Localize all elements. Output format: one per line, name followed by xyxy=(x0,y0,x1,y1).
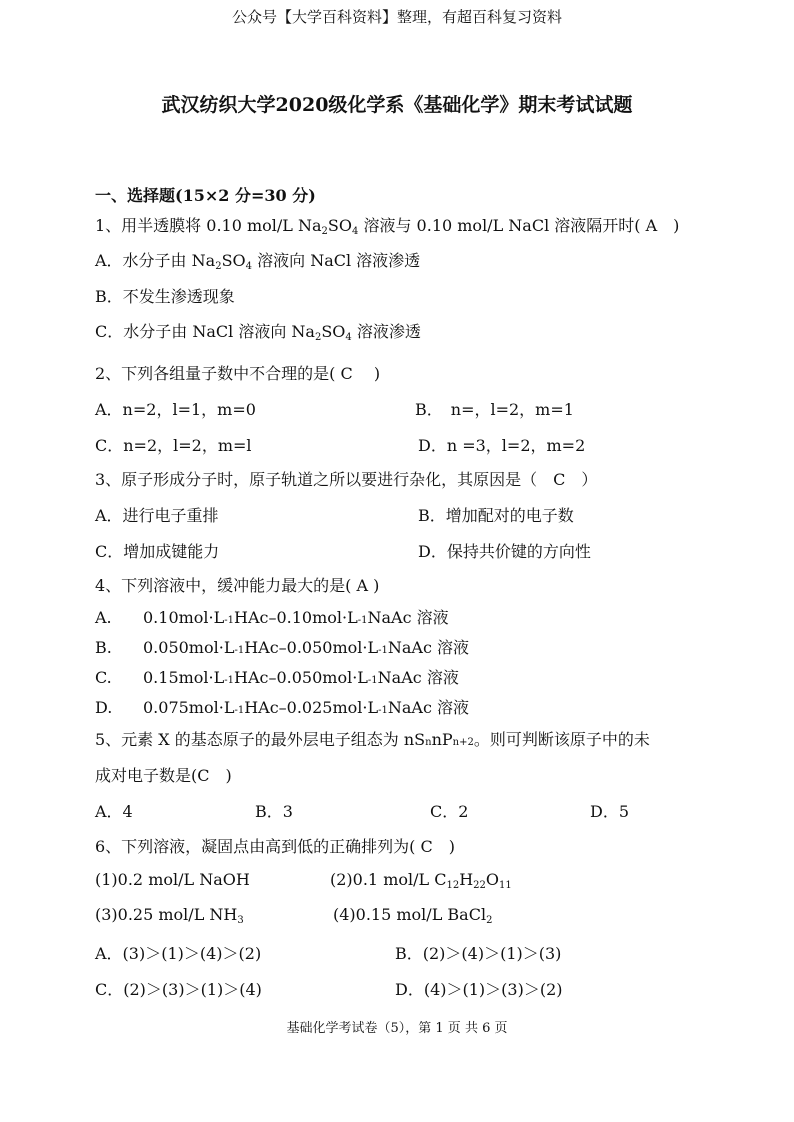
q1-opt-part: SO xyxy=(321,322,346,341)
q2-option-d: D．n =3，l=2，m=2 xyxy=(418,436,586,455)
q5-stem-sup: n+2 xyxy=(452,737,474,748)
q5-option-c: C．2 xyxy=(430,802,469,821)
section-title: 一、选择题(15×2 分=30 分) xyxy=(95,186,316,205)
q6-sol-sub: 22 xyxy=(473,880,486,891)
q4-opt-label: B. xyxy=(95,638,112,657)
q4-opt-label: C. xyxy=(95,668,112,687)
q4-opt-sup: -1 xyxy=(367,675,378,686)
q1-stem-part: SO xyxy=(327,216,352,235)
q6-sol-sub: 11 xyxy=(499,880,512,891)
q1-option-c xyxy=(95,319,421,342)
q4-stem: 4、下列溶液中，缓冲能力最大的是( A ) xyxy=(95,576,380,595)
q4-opt-label: A. xyxy=(95,608,112,627)
q4-opt-part: NaAc 溶液 xyxy=(387,698,469,717)
q4-opt-sup: -1 xyxy=(378,645,388,656)
q1-option-a xyxy=(95,248,420,271)
q3-stem: 3、原子形成分子时，原子轨道之所以要进行杂化，其原因是（ C ） xyxy=(95,470,598,489)
q6-sol-sub: 3 xyxy=(237,915,244,926)
q6-solution-2 xyxy=(330,870,512,889)
q1-opt-part: 溶液渗透 xyxy=(351,322,421,341)
q1-stem-part: 1、用半透膜将 0.10 mol/L Na xyxy=(95,216,322,235)
q6-sol-part: (4)0.15 mol/L BaCl xyxy=(333,905,487,924)
q4-opt-sup: -1 xyxy=(224,615,235,626)
q4-opt-part: HAc–0.10mol·L xyxy=(234,608,358,627)
q4-opt-part: 0.075mol·L xyxy=(143,698,235,717)
q6-sol-part: (3)0.25 mol/L NH xyxy=(95,905,238,924)
q4-opt-sup: -1 xyxy=(234,645,245,656)
q6-solution-3 xyxy=(95,905,244,924)
page-header: 公众号【大学百科资料】整理，有超百科复习资料 xyxy=(231,8,562,26)
q6-option-a: A．(3)＞(1)＞(4)＞(2) xyxy=(95,944,262,963)
q1-opt-part: C．水分子由 NaCl 溶液向 Na xyxy=(95,322,315,341)
q4-opt-part: 0.10mol·L xyxy=(143,608,225,627)
q1-opt-part: 溶液向 NaCl 溶液渗透 xyxy=(252,251,421,270)
q4-opt-part: HAc–0.025mol·L xyxy=(244,698,379,717)
q2-option-a: A．n=2，l=1，m=0 xyxy=(95,400,256,419)
q4-opt-part: 0.050mol·L xyxy=(143,638,235,657)
q2-option-c: C．n=2，l=2，m=l xyxy=(95,436,252,455)
q4-opt-sup: -1 xyxy=(357,615,368,626)
q1-opt-sub: 2 xyxy=(314,332,322,343)
q3-option-d: D．保持共价键的方向性 xyxy=(418,542,591,561)
q4-option-c xyxy=(95,665,459,688)
q4-opt-sup: -1 xyxy=(378,705,388,716)
q3-option-a: A．进行电子重排 xyxy=(95,506,219,525)
q4-opt-part: HAc–0.050mol·L xyxy=(234,668,368,687)
q1-opt-sub: 2 xyxy=(215,261,222,272)
q6-option-d: D．(4)＞(1)＞(3)＞(2) xyxy=(395,980,563,999)
q4-option-d xyxy=(95,695,469,718)
q2-option-b: B． n=，l=2，m=1 xyxy=(415,400,574,419)
q3-option-c: C．增加成键能力 xyxy=(95,542,220,561)
q1-stem-sub: 2 xyxy=(321,226,328,237)
q6-stem: 6、下列溶液，凝固点由高到低的正确排列为( C ) xyxy=(95,837,455,856)
q5-stem-part: 。则可判断该原子中的未 xyxy=(473,730,650,749)
q4-opt-part: HAc–0.050mol·L xyxy=(244,638,379,657)
q6-sol-sub: 2 xyxy=(486,915,493,926)
q6-sol-part: O xyxy=(485,870,500,889)
q1-stem xyxy=(95,213,679,236)
q5-stem-sup: n xyxy=(425,737,432,748)
q6-option-b: B．(2)＞(4)＞(1)＞(3) xyxy=(395,944,562,963)
q6-sol-sub: 12 xyxy=(446,880,460,891)
q4-option-a xyxy=(95,605,449,628)
q1-opt-sub: 4 xyxy=(345,332,352,343)
q4-opt-part: 0.15mol·L xyxy=(143,668,225,687)
q6-sol-part: H xyxy=(459,870,474,889)
q4-opt-part: NaAc 溶液 xyxy=(367,608,449,627)
q4-opt-label: D. xyxy=(95,698,113,717)
q4-opt-part: NaAc 溶液 xyxy=(377,668,459,687)
q5-stem-part: nP xyxy=(431,730,453,749)
q4-opt-sup: -1 xyxy=(234,705,245,716)
q1-opt-sub: 4 xyxy=(245,261,253,272)
q1-stem-part: 溶液与 0.10 mol/L NaCl 溶液隔开时( A ) xyxy=(358,216,680,235)
q5-option-d: D．5 xyxy=(590,802,630,821)
q5-option-a: A．4 xyxy=(95,802,133,821)
q5-stem xyxy=(95,727,650,750)
q1-opt-part: A．水分子由 Na xyxy=(95,251,216,270)
q4-option-b xyxy=(95,635,469,658)
q6-option-c: C．(2)＞(3)＞(1)＞(4) xyxy=(95,980,262,999)
q1-option-b: B．不发生渗透现象 xyxy=(95,287,235,306)
q5-stem-part: 5、元素 X 的基态原子的最外层电子组态为 nS xyxy=(95,730,426,749)
q4-opt-sup: -1 xyxy=(224,675,235,686)
q4-opt-part: NaAc 溶液 xyxy=(387,638,469,657)
q1-opt-part: SO xyxy=(221,251,246,270)
q1-stem-sub: 4 xyxy=(352,226,359,237)
q5-option-b: B．3 xyxy=(255,802,293,821)
q5-stem-line2: 成对电子数是(C ) xyxy=(95,766,232,785)
q6-sol-part: (2)0.1 mol/L C xyxy=(330,870,447,889)
q6-solution-1: (1)0.2 mol/L NaOH xyxy=(95,870,250,889)
q3-option-b: B．增加配对的电子数 xyxy=(418,506,574,525)
page-footer: 基础化学考试卷（5），第 1 页 共 6 页 xyxy=(286,1021,508,1036)
exam-title: 武汉纺织大学2020级化学系《基础化学》期末考试试题 xyxy=(161,94,633,116)
q6-solution-4 xyxy=(333,905,492,924)
q2-stem: 2、下列各组量子数中不合理的是( C ) xyxy=(95,364,381,383)
